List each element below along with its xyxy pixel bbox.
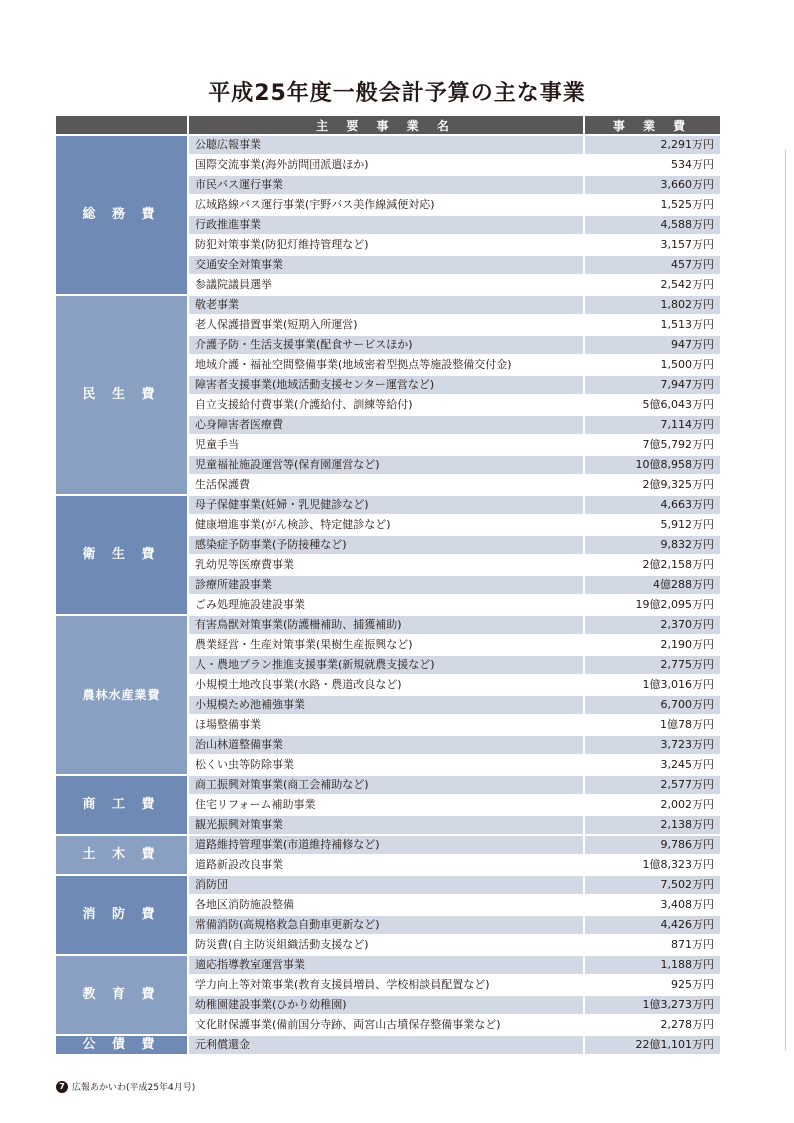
project-name-cell: 国際交流事業(海外訪問団派遣ほか)	[188, 155, 584, 175]
project-cost-cell: 1,802万円	[584, 295, 720, 315]
project-name-cell: 母子保健事業(妊婦・乳児健診など)	[188, 495, 584, 515]
project-name-cell: ほ場整備事業	[188, 715, 584, 735]
project-cost-cell: 2,002万円	[584, 795, 720, 815]
table-row	[56, 135, 720, 155]
project-cost-cell: 19億2,095万円	[584, 595, 720, 615]
category-cell: 土 木 費	[56, 835, 188, 875]
project-cost-cell: 6,700万円	[584, 695, 720, 715]
table-row	[56, 495, 720, 515]
project-name-cell: 小規模土地改良事業(水路・農道改良など)	[188, 675, 584, 695]
budget-table	[56, 116, 720, 1056]
project-name-cell: 市民バス運行事業	[188, 175, 584, 195]
publication-name: 広報あかいわ(平成25年4月号)	[72, 1083, 196, 1093]
category-cell: 教 育 費	[56, 955, 188, 1035]
project-cost-cell: 2,370万円	[584, 615, 720, 635]
project-cost-cell: 2,278万円	[584, 1015, 720, 1035]
project-name-cell: 公聴広報事業	[188, 135, 584, 155]
project-cost-cell: 2,577万円	[584, 775, 720, 795]
project-cost-cell: 534万円	[584, 155, 720, 175]
project-name-cell: 有害鳥獣対策事業(防護柵補助、捕獲補助)	[188, 615, 584, 635]
project-name-cell: 児童福祉施設運営等(保育園運営など)	[188, 455, 584, 475]
project-cost-cell: 7,502万円	[584, 875, 720, 895]
project-cost-cell: 10億8,958万円	[584, 455, 720, 475]
category-cell: 農林水産業費	[56, 615, 188, 775]
header-project-cost: 事 業 費	[584, 116, 720, 135]
project-cost-cell: 2,190万円	[584, 635, 720, 655]
project-name-cell: 乳幼児等医療費事業	[188, 555, 584, 575]
project-cost-cell: 1億3,273万円	[584, 995, 720, 1015]
page-number: 7	[56, 1081, 68, 1093]
table-row	[56, 615, 720, 635]
project-cost-cell: 7,947万円	[584, 375, 720, 395]
project-cost-cell: 1,188万円	[584, 955, 720, 975]
table-header-row	[56, 116, 720, 135]
project-cost-cell: 947万円	[584, 335, 720, 355]
project-cost-cell: 4,426万円	[584, 915, 720, 935]
project-name-cell: 人・農地プラン推進支援事業(新規就農支援など)	[188, 655, 584, 675]
project-name-cell: 常備消防(高規格救急自動車更新など)	[188, 915, 584, 935]
project-cost-cell: 2億9,325万円	[584, 475, 720, 495]
project-cost-cell: 2,138万円	[584, 815, 720, 835]
project-name-cell: 広域路線バス運行事業(宇野バス美作線減便対応)	[188, 195, 584, 215]
project-name-cell: 防犯対策事業(防犯灯維持管理など)	[188, 235, 584, 255]
category-cell: 公 債 費	[56, 1035, 188, 1055]
project-cost-cell: 7億5,792万円	[584, 435, 720, 455]
project-name-cell: 交通安全対策事業	[188, 255, 584, 275]
project-cost-cell: 3,408万円	[584, 895, 720, 915]
project-name-cell: 元利償還金	[188, 1035, 584, 1055]
project-cost-cell: 2,291万円	[584, 135, 720, 155]
project-cost-cell: 1億78万円	[584, 715, 720, 735]
table-row	[56, 1035, 720, 1055]
project-cost-cell: 1,500万円	[584, 355, 720, 375]
category-cell: 総 務 費	[56, 135, 188, 295]
header-project-name: 主 要 事 業 名	[188, 116, 584, 135]
project-name-cell: 介護予防・生活支援事業(配食サービスほか)	[188, 335, 584, 355]
project-name-cell: 障害者支援事業(地域活動支援センター運営など)	[188, 375, 584, 395]
project-name-cell: 住宅リフォーム補助事業	[188, 795, 584, 815]
project-cost-cell: 3,660万円	[584, 175, 720, 195]
project-name-cell: 参議院議員選挙	[188, 275, 584, 295]
category-cell: 民 生 費	[56, 295, 188, 495]
project-name-cell: 松くい虫等防除事業	[188, 755, 584, 775]
project-name-cell: 商工振興対策事業(商工会補助など)	[188, 775, 584, 795]
project-name-cell: 心身障害者医療費	[188, 415, 584, 435]
table-row	[56, 835, 720, 855]
table-row	[56, 875, 720, 895]
page-footer	[56, 1080, 195, 1093]
project-name-cell: 文化財保護事業(備前国分寺跡、両宮山古墳保存整備事業など)	[188, 1015, 584, 1035]
project-name-cell: 観光振興対策事業	[188, 815, 584, 835]
table-row	[56, 295, 720, 315]
project-name-cell: 地域介護・福祉空間整備事業(地域密着型拠点等施設整備交付金)	[188, 355, 584, 375]
project-name-cell: 各地区消防施設整備	[188, 895, 584, 915]
project-cost-cell: 5,912万円	[584, 515, 720, 535]
project-cost-cell: 7,114万円	[584, 415, 720, 435]
project-cost-cell: 925万円	[584, 975, 720, 995]
project-name-cell: 防災費(自主防災組織活動支援など)	[188, 935, 584, 955]
table-row	[56, 955, 720, 975]
project-name-cell: 幼稚園建設事業(ひかり幼稚園)	[188, 995, 584, 1015]
project-cost-cell: 3,157万円	[584, 235, 720, 255]
project-cost-cell: 5億6,043万円	[584, 395, 720, 415]
table-row	[56, 775, 720, 795]
project-cost-cell: 871万円	[584, 935, 720, 955]
project-cost-cell: 2億2,158万円	[584, 555, 720, 575]
project-name-cell: 農業経営・生産対策事業(果樹生産振興など)	[188, 635, 584, 655]
project-name-cell: 適応指導教室運営事業	[188, 955, 584, 975]
project-name-cell: 診療所建設事業	[188, 575, 584, 595]
project-name-cell: ごみ処理施設建設事業	[188, 595, 584, 615]
project-cost-cell: 4億288万円	[584, 575, 720, 595]
project-cost-cell: 9,786万円	[584, 835, 720, 855]
project-cost-cell: 3,723万円	[584, 735, 720, 755]
project-cost-cell: 2,775万円	[584, 655, 720, 675]
project-cost-cell: 2,542万円	[584, 275, 720, 295]
project-name-cell: 小規模ため池補強事業	[188, 695, 584, 715]
project-name-cell: 敬老事業	[188, 295, 584, 315]
budget-table-body	[56, 135, 720, 1055]
project-cost-cell: 457万円	[584, 255, 720, 275]
project-name-cell: 学力向上等対策事業(教育支援員増員、学校相談員配置など)	[188, 975, 584, 995]
project-cost-cell: 4,663万円	[584, 495, 720, 515]
category-cell: 衛 生 費	[56, 495, 188, 615]
project-name-cell: 健康増進事業(がん検診、特定健診など)	[188, 515, 584, 535]
project-cost-cell: 1億3,016万円	[584, 675, 720, 695]
project-name-cell: 治山林道整備事業	[188, 735, 584, 755]
project-cost-cell: 3,245万円	[584, 755, 720, 775]
project-name-cell: 行政推進事業	[188, 215, 584, 235]
project-cost-cell: 1,525万円	[584, 195, 720, 215]
category-cell: 商 工 費	[56, 775, 188, 835]
category-cell: 消 防 費	[56, 875, 188, 955]
page-title: 平成25年度一般会計予算の主な事業	[208, 81, 586, 106]
project-name-cell: 老人保護措置事業(短期入所運営)	[188, 315, 584, 335]
project-name-cell: 道路維持管理事業(市道維持補修など)	[188, 835, 584, 855]
project-name-cell: 道路新設改良事業	[188, 855, 584, 875]
project-cost-cell: 1,513万円	[584, 315, 720, 335]
project-name-cell: 感染症予防事業(予防接種など)	[188, 535, 584, 555]
header-category	[56, 116, 188, 135]
project-cost-cell: 9,832万円	[584, 535, 720, 555]
project-name-cell: 児童手当	[188, 435, 584, 455]
project-cost-cell: 1億8,323万円	[584, 855, 720, 875]
project-cost-cell: 22億1,101万円	[584, 1035, 720, 1055]
project-name-cell: 自立支援給付費事業(介護給付、訓練等給付)	[188, 395, 584, 415]
project-cost-cell: 4,588万円	[584, 215, 720, 235]
project-name-cell: 消防団	[188, 875, 584, 895]
project-name-cell: 生活保護費	[188, 475, 584, 495]
page-edge-line	[785, 150, 786, 1050]
